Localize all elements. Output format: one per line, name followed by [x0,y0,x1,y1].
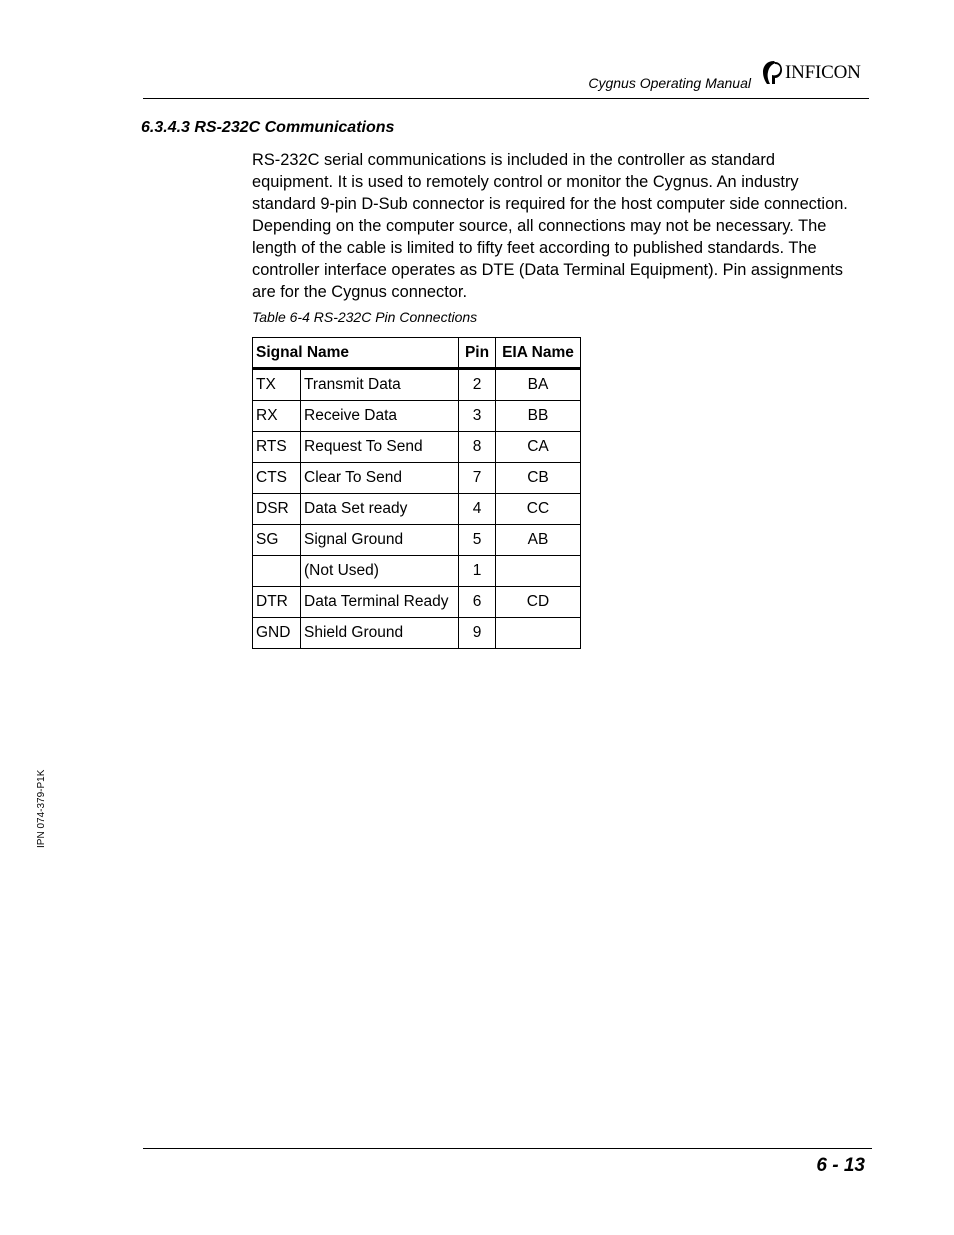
signal-abbr: RTS [253,432,301,463]
signal-abbr: TX [253,369,301,401]
table-row [253,401,581,432]
logo-wordmark: INFICON [785,62,861,83]
table-row [253,463,581,494]
signal-desc: Data Set ready [301,494,459,525]
paragraph-line: are for the Cygnus connector. [252,283,468,301]
signal-abbr [253,556,301,587]
signal-desc: Shield Ground [301,618,459,649]
header-signal-name: Signal Name [253,338,459,369]
header-eia-name: EIA Name [496,338,581,369]
table-row [253,432,581,463]
paragraph-line: length of the cable is limited to fifty feet according to published standards. The [252,239,817,257]
pin-number: 1 [459,556,496,587]
paragraph-line: controller interface operates as DTE (Data Terminal Equipment). Pin assignments [252,261,843,279]
eia-name: CC [496,494,581,525]
ipn-side-label: IPN 074-379-P1K [36,769,47,848]
signal-abbr: DTR [253,587,301,618]
pin-number: 6 [459,587,496,618]
signal-desc: Signal Ground [301,525,459,556]
header-pin: Pin [459,338,496,369]
table-row [253,618,581,649]
pin-number: 9 [459,618,496,649]
eia-name: CD [496,587,581,618]
running-header-title: Cygnus Operating Manual [588,75,751,91]
table-row [253,494,581,525]
eia-name: AB [496,525,581,556]
pin-number: 3 [459,401,496,432]
paragraph-line: Depending on the computer source, all connections may not be necessary. The [252,217,827,235]
table-row [253,525,581,556]
paragraph-line: equipment. It is used to remotely control or monitor the Cygnus. An industry [252,173,799,191]
eia-name: BB [496,401,581,432]
eia-name: CB [496,463,581,494]
inficon-logo-icon [760,59,782,85]
pin-number: 8 [459,432,496,463]
body-paragraph [252,149,872,303]
pin-number: 4 [459,494,496,525]
signal-desc: Receive Data [301,401,459,432]
eia-name: BA [496,369,581,401]
signal-desc: Clear To Send [301,463,459,494]
footer-rule [143,1148,872,1149]
signal-abbr: RX [253,401,301,432]
eia-name [496,618,581,649]
signal-desc: Data Terminal Ready [301,587,459,618]
section-heading: 6.3.4.3 RS-232C Communications [141,119,395,136]
signal-desc: Transmit Data [301,369,459,401]
eia-name: CA [496,432,581,463]
table-header-row [253,338,581,369]
table-row [253,587,581,618]
signal-abbr: SG [253,525,301,556]
inficon-logo [760,58,861,86]
signal-abbr: CTS [253,463,301,494]
signal-abbr: DSR [253,494,301,525]
table-row [253,369,581,401]
eia-name [496,556,581,587]
pin-number: 2 [459,369,496,401]
table-row [253,556,581,587]
pin-connections-table [252,337,581,649]
table-caption: Table 6-4 RS-232C Pin Connections [252,309,478,325]
pin-number: 5 [459,525,496,556]
paragraph-line: standard 9-pin D-Sub connector is required for the host computer side connection. [252,195,848,213]
header-rule [143,98,869,99]
paragraph-line: RS-232C serial communications is included in the controller as standard [252,151,775,169]
signal-desc: (Not Used) [301,556,459,587]
signal-abbr: GND [253,618,301,649]
signal-desc: Request To Send [301,432,459,463]
page-number: 6 - 13 [816,1155,865,1176]
pin-number: 7 [459,463,496,494]
